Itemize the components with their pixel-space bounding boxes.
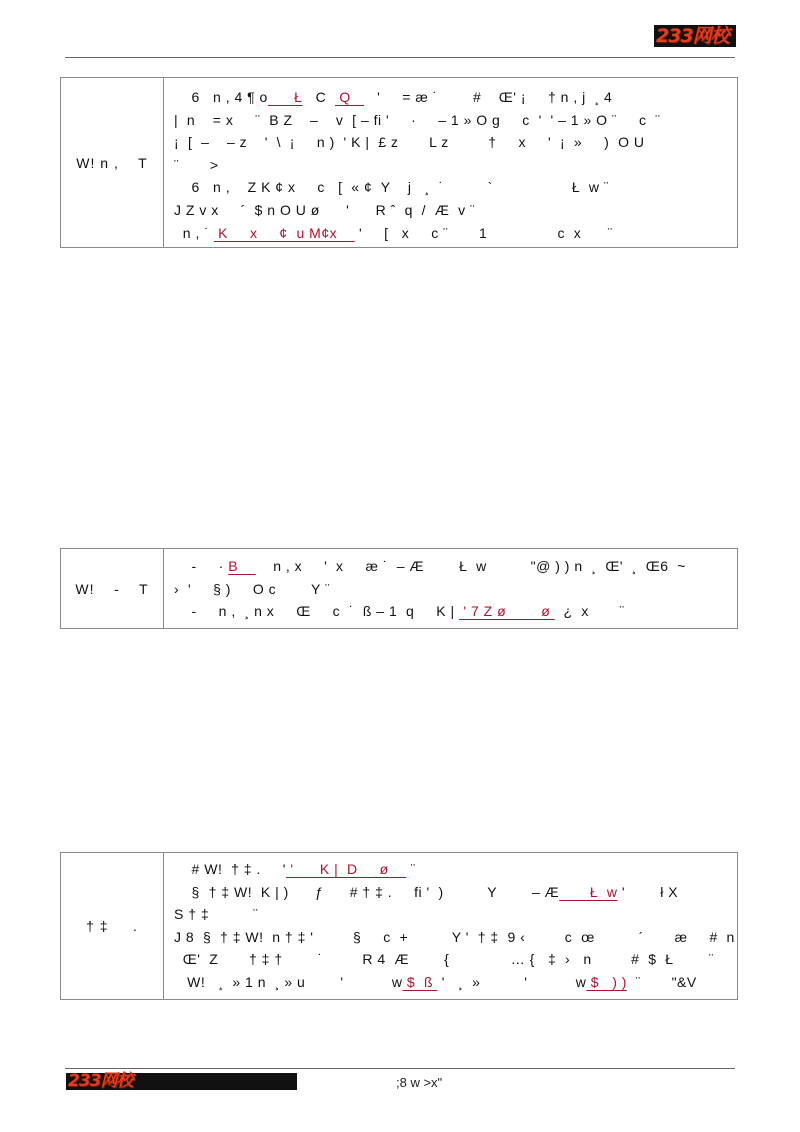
content-box (60, 77, 738, 248)
text-segment: J Z v x ´ $ n O U ø ' R ˆ q / Æ v ¨ (174, 201, 476, 218)
row-label: W! - T (61, 549, 164, 628)
text-line (174, 154, 725, 177)
text-segment: 6 n , 4 ¶ o (174, 89, 268, 105)
text-line (174, 555, 725, 578)
highlighted-text: B (228, 558, 256, 574)
highlighted-text: Ł w (559, 883, 618, 900)
highlighted-text: Ł (267, 89, 303, 105)
row-label: † ‡ . (61, 853, 164, 999)
text-segment: ' [ x c ¨ 1 c x ¨ (354, 224, 613, 241)
text-line (174, 109, 725, 132)
footer-bar (144, 1073, 297, 1090)
text-line (174, 600, 725, 623)
text-line (174, 971, 735, 994)
footer-logo: 233网校 (66, 1073, 148, 1090)
text-line (174, 926, 735, 949)
text-segment: ¿ x ¨ (554, 603, 625, 620)
text-line (174, 903, 735, 926)
highlighted-text: ' K | D ø (285, 861, 407, 877)
content-box (60, 548, 738, 629)
text-line (174, 176, 725, 199)
row-content (164, 853, 747, 999)
text-segment: § † ‡ W! K | ) ƒ # † ‡ . fi ' ) Y – Æ (174, 883, 560, 900)
text-segment: › ' § ) O c Y ¨ (174, 580, 331, 597)
text-line (174, 881, 735, 904)
text-segment: ' ¸ » ' w (437, 973, 587, 990)
text-segment: - n , ¸ n x Œ c ˙ ß – 1 q K | (174, 603, 460, 620)
content-box (60, 852, 738, 1000)
text-line (174, 131, 725, 154)
text-line (174, 948, 735, 971)
text-segment: # W! † ‡ . ' (174, 861, 286, 877)
row-label: W! n , T (61, 78, 164, 247)
text-line (174, 199, 725, 222)
text-segment: Œ' Z † ‡ † ˙ R 4 Æ { … { ‡ › n # $ Ł ¨ (174, 951, 714, 968)
text-segment: - · (174, 558, 229, 574)
text-segment: C (302, 89, 336, 105)
text-segment: ¡ [ – – z ' \ ¡ n ) ' K | £ z L z † x ' ¡ » ) O U (174, 134, 645, 151)
text-segment: 6 n , Z K ¢ x c [ « ¢ Y j ¸ ˙ ` Ł w ¨ (174, 179, 610, 196)
page-number: ;8 w >x" (396, 1075, 443, 1090)
text-segment: | n = x ¨ B Z – v [ – fi ' · – 1 » O g c ' ' – 1 » O ¨ c ¨ (174, 111, 661, 128)
text-line (174, 86, 725, 109)
text-segment: ' = æ ˙ # Œ' ¡ † n , j ¸ 4 (363, 89, 613, 105)
text-line (174, 578, 725, 601)
text-segment: ¨ (406, 861, 416, 877)
row-content (164, 78, 737, 247)
text-segment: ¨ > (174, 156, 219, 173)
footer-divider (65, 1068, 735, 1069)
text-segment: S † ‡ ¨ (174, 906, 259, 923)
text-line (174, 222, 725, 245)
text-segment: ' ł X (617, 883, 679, 900)
brand-logo: 233网校 (654, 25, 736, 47)
highlighted-text: Q (335, 89, 364, 105)
text-segment: W! ¸ » 1 n ¸ » u ' w (174, 973, 403, 990)
text-segment: n , x ' x æ ˙ – Æ Ł w "@ ) ) n ¸ Œ' ¸ Œ6 ~ (255, 558, 686, 574)
text-line (174, 858, 735, 881)
highlighted-text: $ ß (402, 973, 438, 990)
text-segment: n , ˙ (174, 224, 214, 241)
text-segment: J 8 § † ‡ W! n † ‡ ' § c + Y ' † ‡ 9 ‹ c œ ´ æ # n (174, 928, 735, 945)
highlighted-text: ' 7 Z ø ø (459, 603, 555, 620)
highlighted-text: $ ) ) (586, 973, 627, 990)
header-divider (65, 57, 735, 58)
row-content (164, 549, 737, 628)
highlighted-text: K x ¢ u M¢x (213, 224, 355, 241)
text-segment: ¨ "&V (626, 973, 697, 990)
